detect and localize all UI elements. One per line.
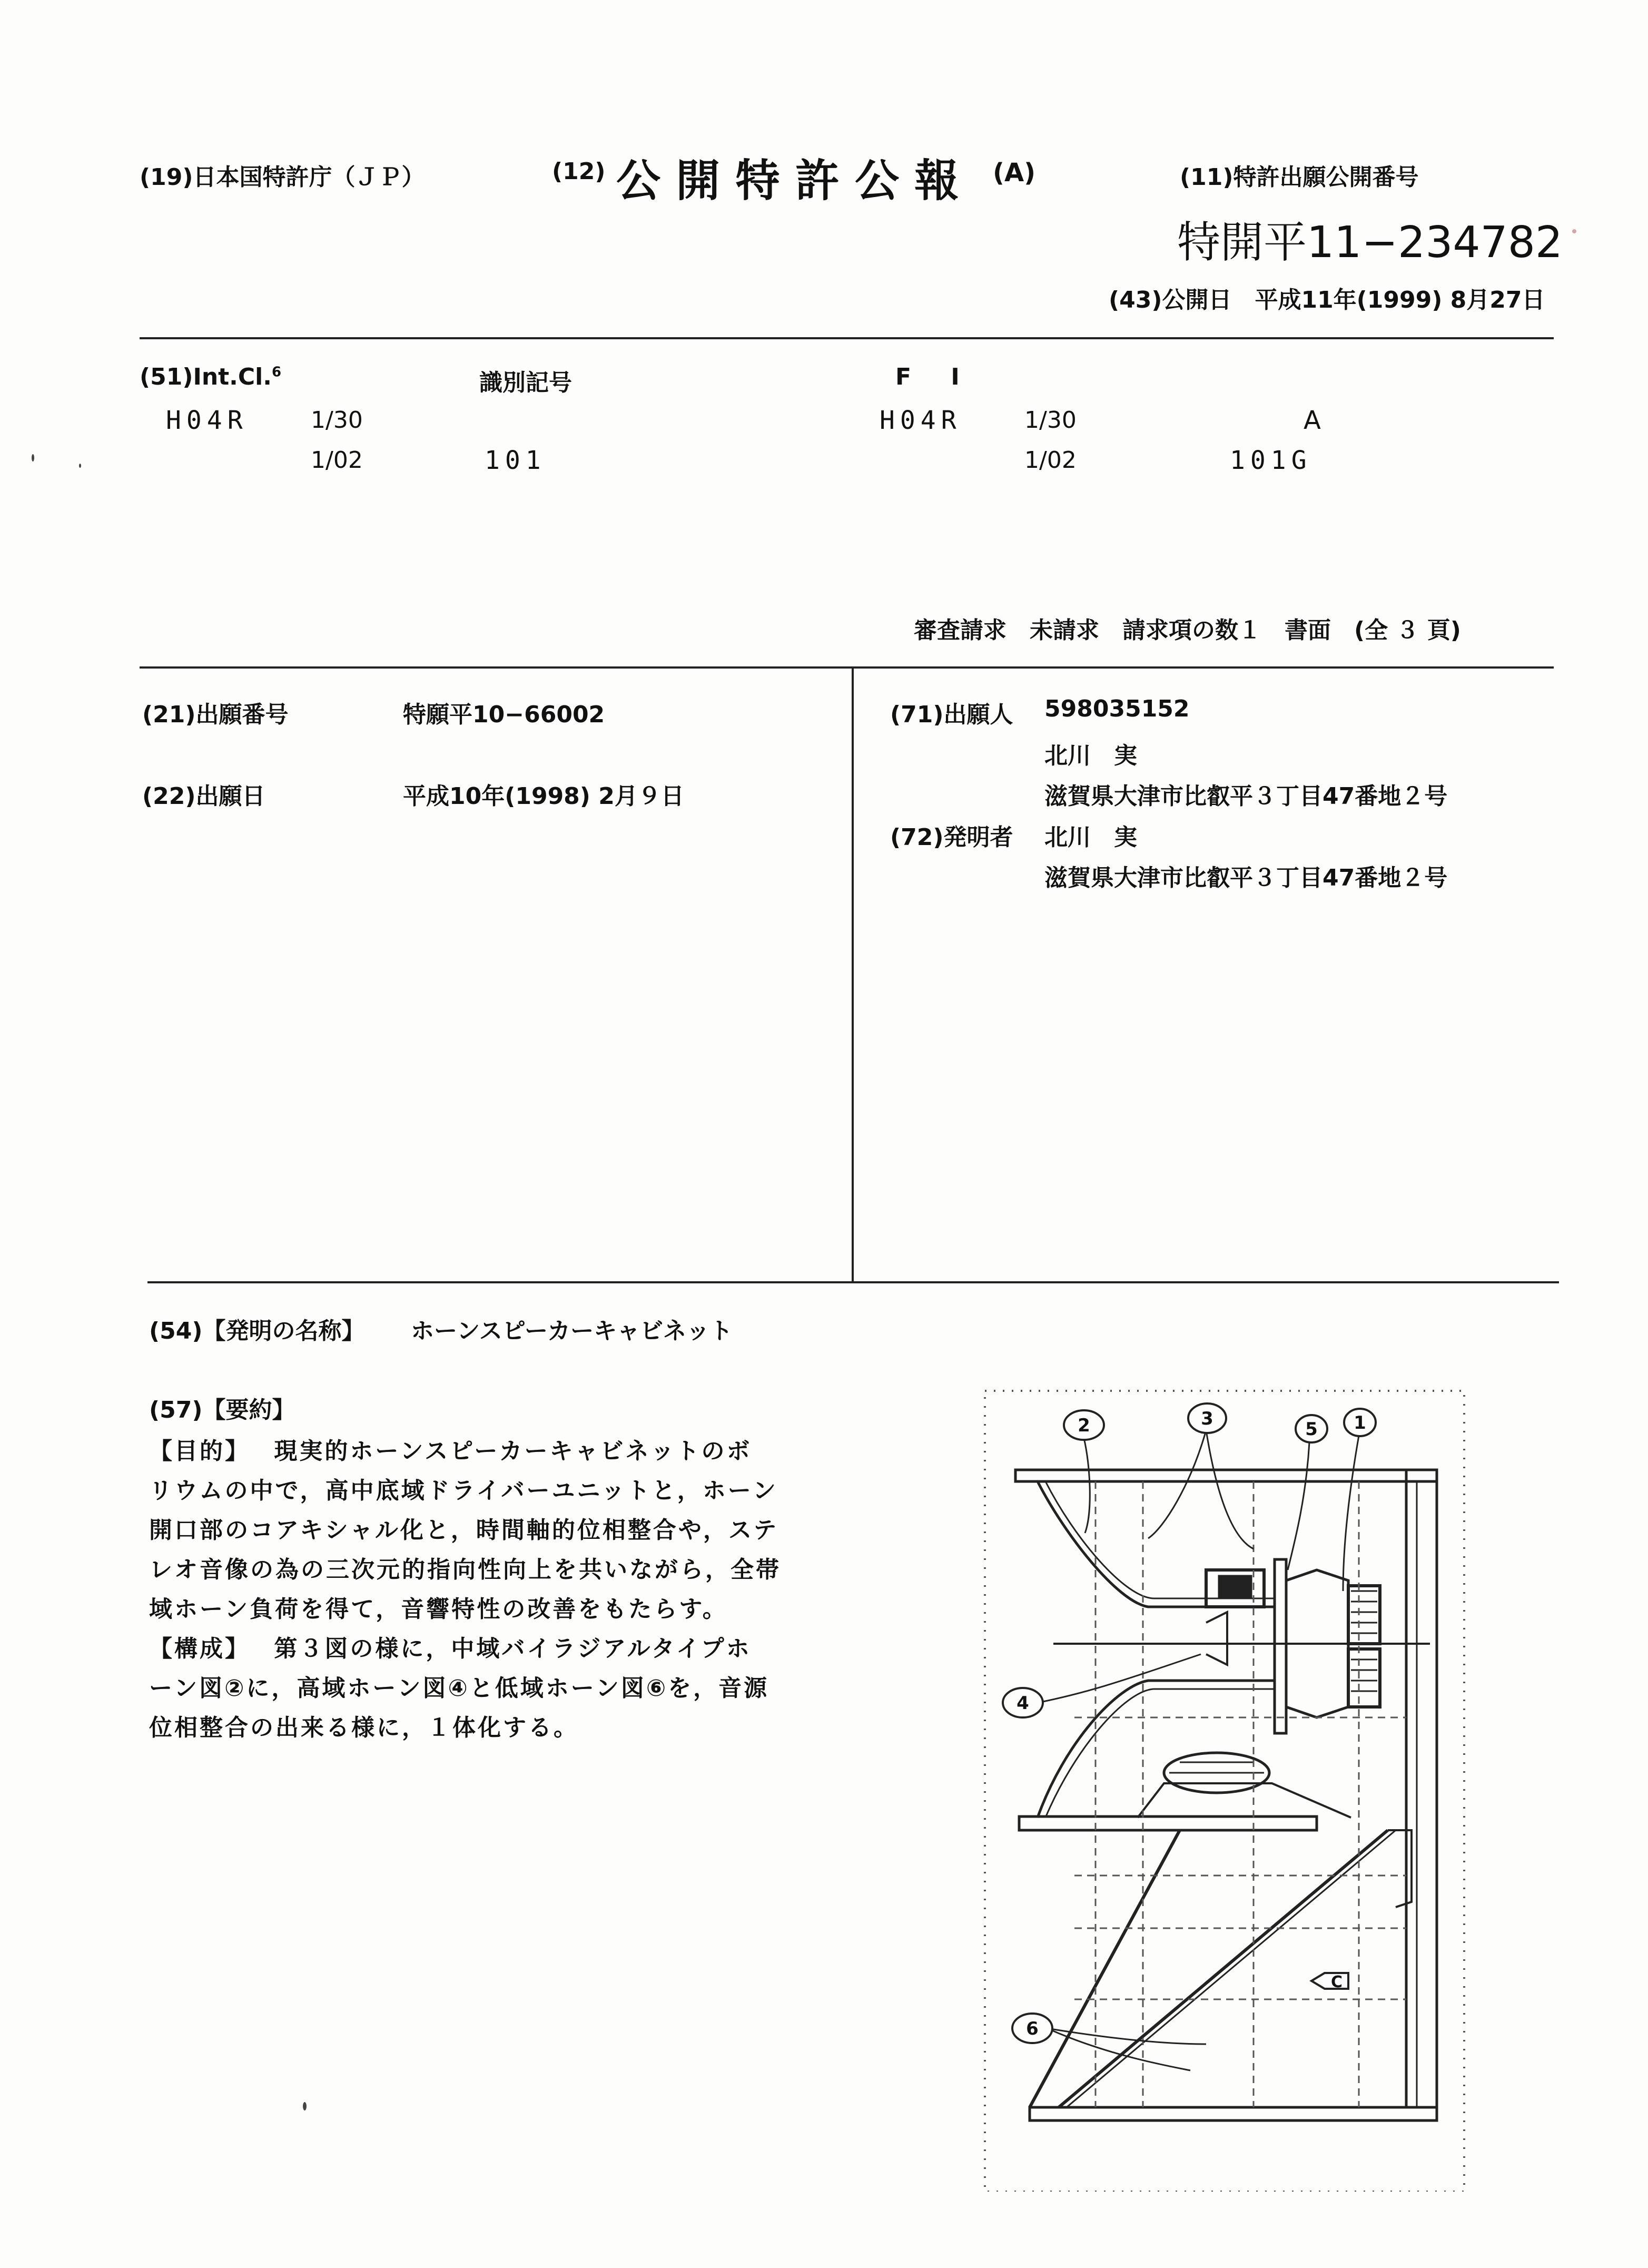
publication-number-label: (11)特許出願公開番号 [1180,164,1419,191]
callout-1: 1 [1354,1412,1366,1434]
fi-code-2: 101G [1230,446,1312,475]
abstract-line: レオ音像の為の三次元的指向性向上を共いながら，全帯 [149,1556,781,1583]
title-label: (54)【発明の名称】 [149,1318,365,1344]
scan-speck [303,2102,307,2110]
callout-3: 3 [1201,1408,1213,1429]
ident-code-label: 識別記号 [479,369,572,396]
fi-code-1: A [1304,406,1321,435]
applicant-label: (71)出願人 [890,701,1013,728]
figure-dotted-frame [985,1391,1464,2192]
bibliographic-rule [140,666,1554,669]
publication-type: 公 開 特 許 公 報 [616,155,959,207]
mid-horn-shelf [1019,1817,1317,1830]
driver-mounting-plate [1275,1559,1286,1733]
section-rule [147,1281,1559,1283]
abstract-line: 【目的】 現実的ホーンスピーカーキャビネットのボ [149,1438,752,1465]
mid-horn-lower-flare [1038,1681,1275,1818]
scan-speck [32,454,34,462]
intcl-class-1: H04R [166,406,248,435]
applicant-address: 滋賀県大津市比叡平３丁目47番地２号 [1044,783,1448,810]
publication-type-code: (12) [552,158,606,185]
invention-title: ホーンスピーカーキャビネット [411,1318,733,1344]
inventor-name: 北川 実 [1044,824,1137,851]
abstract-label: (57)【要約】 [149,1397,295,1423]
leader-5 [1288,1442,1309,1570]
fi-group-1: 1/30 [1024,407,1077,434]
leader-1 [1343,1436,1359,1591]
inventor-label: (72)発明者 [890,824,1013,851]
application-number: 特願平10−66002 [403,701,605,728]
application-number-label: (21)出願番号 [142,701,289,728]
applicant-name: 北川 実 [1044,742,1137,769]
ident-code-2: 101 [485,446,546,475]
abstract-line: 開口部のコアキシャル化と，時間軸的位相整合や，ステ [149,1517,779,1544]
scan-speck [79,464,81,468]
fi-group-2: 1/02 [1024,447,1077,474]
column-divider [852,667,854,1283]
leader-3 [1148,1430,1254,1549]
direction-marker [1311,1973,1348,1989]
inventor-address: 滋賀県大津市比叡平３丁目47番地２号 [1044,865,1448,891]
abstract-line: 位相整合の出来る様に，１体化する。 [149,1714,579,1741]
callout-2: 2 [1078,1415,1090,1436]
publication-date: (43)公開日 平成11年(1999) 8月27日 [1109,287,1545,313]
cabinet-bottom-panel [1030,2107,1437,2120]
fi-class-1: H04R [880,406,962,435]
abstract-line: ーン図②に，高域ホーン図④と低域ホーン図⑥を，音源 [149,1675,769,1702]
intcl-label: (51)Int.Cl.$^6$ [140,364,282,390]
cabinet-back-wall [1406,1470,1437,2107]
abstract-line: リウムの中で，高中底域ドライバーユニットと，ホーン [149,1477,778,1504]
high-horn-throat [1206,1612,1227,1665]
intcl-group-1: 1/30 [311,407,363,434]
callout-5: 5 [1305,1419,1318,1440]
header-rule [140,337,1554,339]
examination-status: 審査請求 未請求 請求項の数１ 書面 (全 ３ 頁) [914,617,1461,644]
fi-label: F I [895,364,975,390]
low-horn-rear-wall [1059,1830,1388,2107]
applicant-id: 598035152 [1044,695,1190,722]
scan-speck [1572,229,1576,233]
abstract-line: 【構成】 第３図の様に，中域バイラジアルタイプホ [149,1635,752,1662]
cabinet-top-panel [1015,1470,1437,1481]
low-horn-front-wall [1030,1830,1180,2107]
callout-6: 6 [1026,2018,1039,2039]
intcl-superscript: 6 [271,364,282,380]
leader-2 [1084,1438,1090,1533]
callout-4: 4 [1017,1693,1029,1714]
publication-number: 特開平11−234782 [1177,218,1563,268]
application-date: 平成10年(1998) 2月９日 [403,783,684,810]
patent-office: (19)日本国特許庁（ＪＰ） [140,164,425,191]
intcl-group-2: 1/02 [311,447,363,474]
abstract-line: 域ホーン負荷を得て，音響特性の改善をもたらす。 [149,1596,728,1623]
horn-speaker-cabinet-figure [980,1380,1469,2192]
application-date-label: (22)出願日 [142,783,265,810]
marker-c: C [1330,1973,1343,1991]
publication-type-suffix: (A) [993,158,1036,188]
